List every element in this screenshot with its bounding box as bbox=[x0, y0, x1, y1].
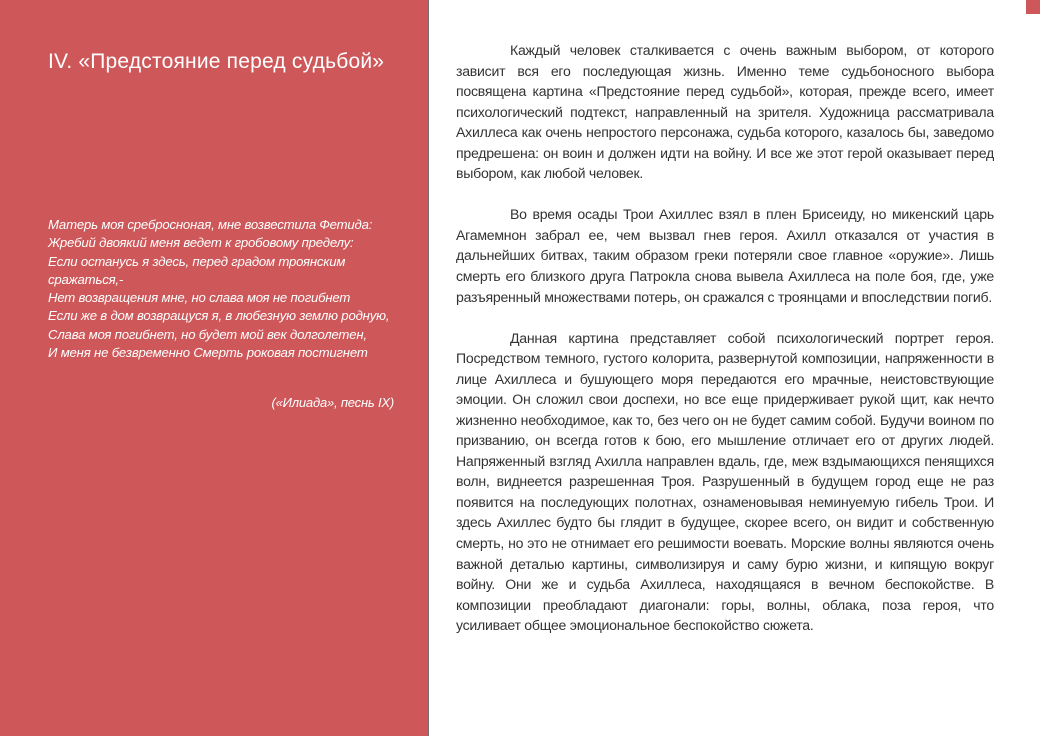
article-paragraph: Во время осады Трои Ахиллес взял в плен Брисеиду, но микенский царь Агамемнон забрал ее, чем вызвал гнев героя. Ахилл отказался от участия в дальнейших битвах, таким образом греки потеряли свое главное «оружие». Лишь смерть его близкого друга Патрокла снова вывела Ахиллеса на поле боя, где, уже разъяренный множествами потерь, он сражался с троянцами и впоследствии погиб. bbox=[456, 206, 994, 305]
chapter-title: IV. «Предстояние перед судьбой» bbox=[48, 50, 385, 73]
article-paragraph: Данная картина представляет собой психологический портрет героя. Посредством темного, густого колорита, развернутой композиции, напряженности в лице Ахиллеса и бушующего моря передаются его мрачные, неистовствующие эмоции. Он сложил свои доспехи, но все еще придерживает рукой щит, как нечто жизненно необходимое, как то, без чего он не будет самим собой. Будучи воином по призванию, он всегда готов к бою, его мышление отличает его от других людей. Напряженный взгляд Ахилла направлен вдаль, где, меж вздымающихся пенящихся волн, виднеется разрешенная Троя. Разрушенный в будущем город еще не раз появится на последующих полотнах, ознаменовывая неминуемую гибель Трои. И здесь Ахиллес будто бы глядит в будущее, скорее всего, он видит и собственную смерть, но это не отнимает его решимости воевать. Морские волны являются очень важной деталью картины, символизируя и саму бурю жизни, и кипящую вокруг войну. Они же и судьба Ахиллеса, находящаяся в вечном беспокойстве. В композиции преобладают диагонали: горы, волны, облака, поза героя, что усиливает общее эмоциональное беспокойство сюжета. bbox=[456, 329, 994, 634]
poem-line: И меня не безвременно Смерть роковая постигнет bbox=[48, 345, 368, 361]
poem-line: Жребий двоякий меня ведет к гробовому пределу: bbox=[48, 235, 354, 251]
poem-line: Нет возвращения мне, но слава моя не погибнет bbox=[48, 290, 351, 306]
poem-line: Матерь моя сребросноная, мне возвестила Фетида: bbox=[48, 217, 373, 232]
corner-accent-mark bbox=[1026, 0, 1040, 14]
poem-line: Слава моя погибнет, но будет мой век долголетен, bbox=[48, 326, 367, 342]
page-divider bbox=[428, 0, 429, 736]
poem-line: Если останусь я здесь, перед градом троянским сражаться,- bbox=[48, 253, 346, 287]
epigraph-poem bbox=[48, 216, 398, 362]
article-body bbox=[456, 40, 994, 656]
epigraph-citation: («Илиада», песнь IX) bbox=[271, 395, 394, 410]
article-paragraph: Каждый человек сталкивается с очень важным выбором, от которого зависит вся его последующая жизнь. Именно теме судьбоносного выбора посвящена картина «Предстояние перед судьбой», которая, прежде всего, имеет психологический подтекст, направленный на зрителя. Художница рассматривала Ахиллеса как очень непростого персонажа, судьба которого, казалось бы, заведомо предрешена: он воин и должен идти на войну. И все же этот герой оказывает перед выбором, как любой человек. bbox=[456, 42, 994, 182]
left-color-panel bbox=[0, 0, 428, 736]
poem-line: Если же в дом возвращуся я, в любезную землю родную, bbox=[48, 308, 390, 324]
